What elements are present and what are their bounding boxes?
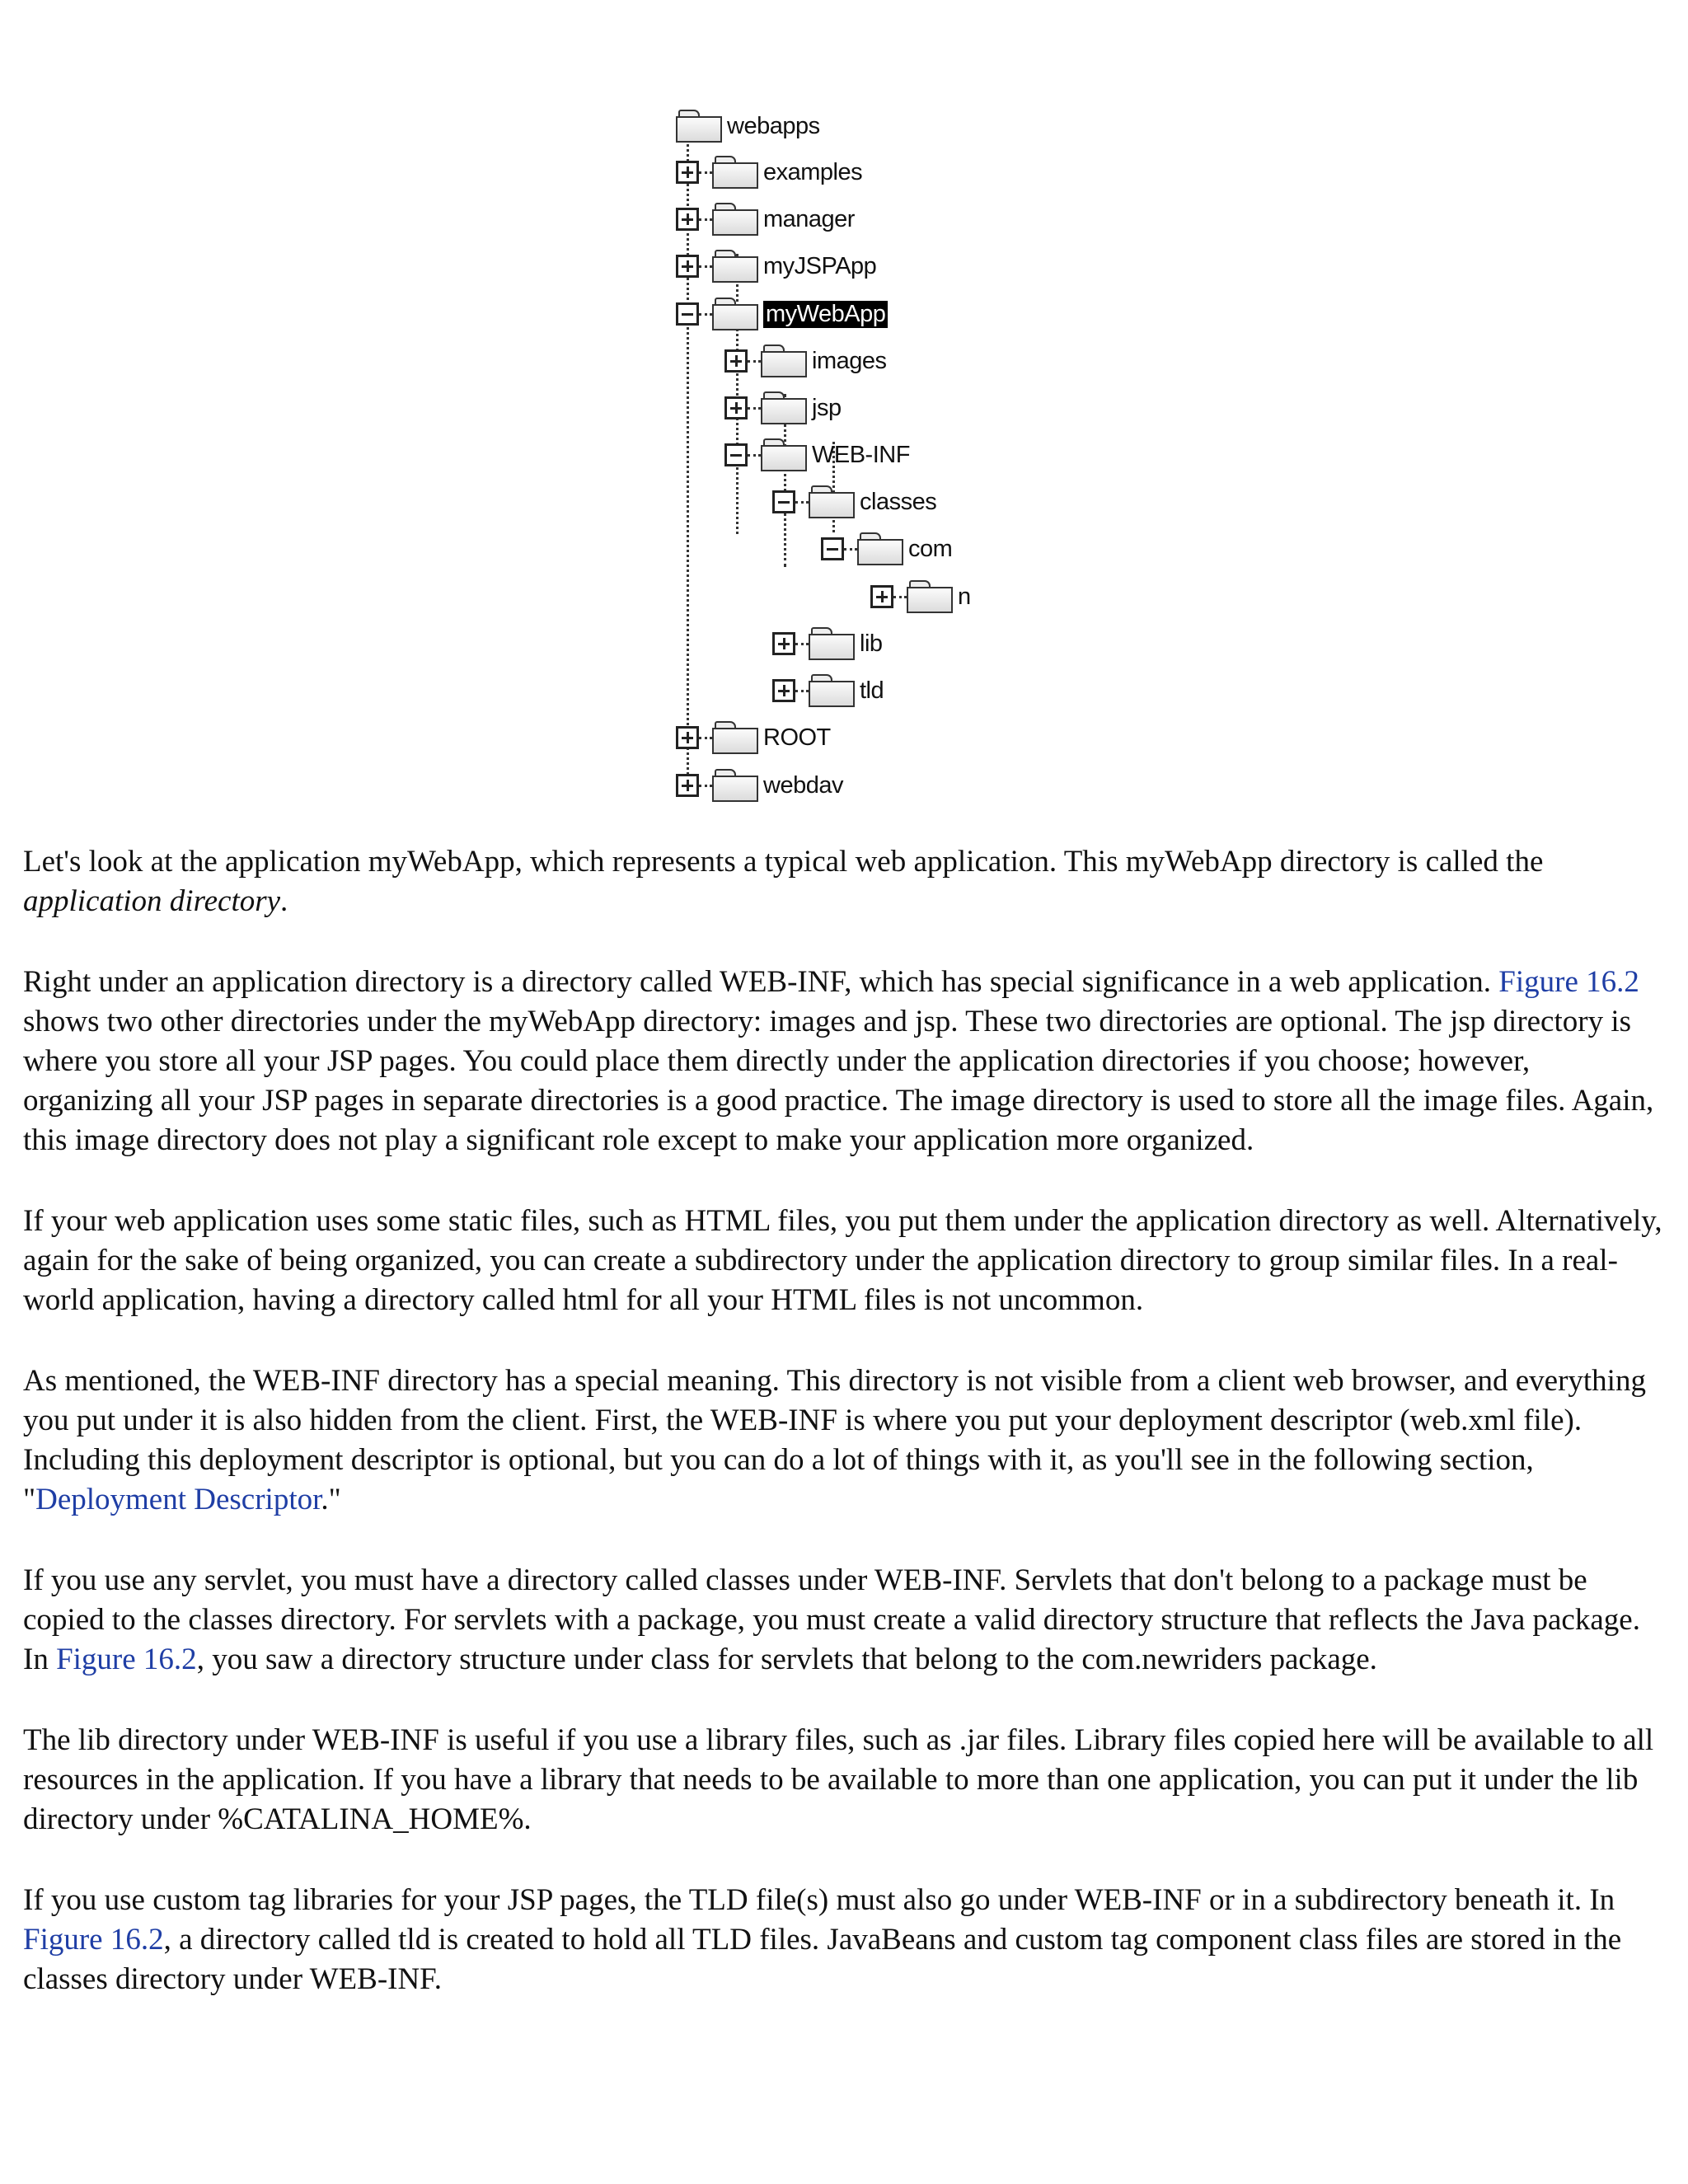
tree-node-newriders[interactable] [870, 576, 971, 617]
expand-icon[interactable] [870, 585, 893, 608]
expand-icon[interactable] [676, 255, 699, 278]
directory-tree [676, 97, 1012, 806]
tree-node-examples[interactable] [676, 152, 862, 193]
collapse-icon[interactable] [676, 302, 699, 326]
tree-node-label: lib [860, 630, 883, 657]
tree-node-label: myJSPApp [763, 252, 877, 279]
paragraph-application-directory: Let's look at the application myWebApp, which represents a typical web application. This myWebApp directory is called the application directory. [23, 845, 1544, 918]
paragraph-classes-directory: If you use any servlet, you must have a directory called classes under WEB-INF. Servlets that don't belong to a package must be copied to the classes directory. For servlets with a package, you must create a valid directory structure that reflects the Java package. In Figure 16.2, you saw a directory structure under class for servlets that belong to the com.newriders package. [23, 1563, 1640, 1676]
tree-node-images[interactable] [724, 340, 887, 382]
tree-node-label: jsp [812, 394, 842, 421]
open-folder-icon [857, 532, 903, 565]
figure-16-2-directory-tree [676, 97, 1012, 806]
tree-node-label: webapps [727, 112, 820, 139]
expand-icon[interactable] [676, 726, 699, 749]
folder-icon [809, 674, 855, 707]
expand-icon[interactable] [676, 774, 699, 797]
folder-icon [809, 627, 855, 660]
term-application-directory: application directory [23, 884, 281, 918]
expand-icon[interactable] [772, 679, 795, 702]
folder-icon [761, 344, 807, 377]
tree-node-label: tld [860, 677, 884, 704]
tree-node-mywebapp[interactable] [676, 293, 888, 335]
tree-node-com[interactable] [821, 528, 952, 569]
folder-icon [907, 580, 953, 613]
open-folder-icon [761, 438, 807, 471]
paragraph-web-inf: Right under an application directory is a directory called WEB-INF, which has special significance in a web application. Figure 16.2 shows two other directories under the myWebApp directory: images and jsp. These two directories are optional. The jsp directory is where you store all your JSP pages. You could place them directly under the application directories if you choose; however, organizing all your JSP pages in separate directories is a good practice. The image directory is used to store all the image files. Again, this image directory does not play a significant role except to make your application more organized. [23, 965, 1654, 1157]
expand-icon[interactable] [724, 396, 748, 419]
tree-node-webdav[interactable] [676, 765, 843, 806]
tree-node-lib[interactable] [772, 623, 883, 664]
folder-icon [712, 769, 758, 802]
tree-node-label: com [908, 535, 953, 562]
tree-node-jsp[interactable] [724, 387, 842, 429]
collapse-icon[interactable] [724, 443, 748, 466]
collapse-icon[interactable] [821, 537, 844, 560]
tree-node-label: webdav [763, 771, 843, 799]
tree-node-tld[interactable] [772, 670, 884, 711]
paragraph-lib-directory: The lib directory under WEB-INF is useful if you use a library files, such as .jar files. Library files copied here will be available to all resources in the application. If you have a library that needs to be available to more than one application, you can put it under the lib directory under %CATALINA_HOME%. [23, 1723, 1654, 1836]
collapse-icon[interactable] [772, 490, 795, 513]
tree-node-webapps[interactable] [676, 105, 820, 147]
paragraph-tld-files: If you use custom tag libraries for your JSP pages, the TLD file(s) must also go under WEB-INF or in a subdirectory beneath it. In Figure 16.2, a directory called tld is created to hold all TLD files. JavaBeans and custom tag component class files are stored in the classes directory under WEB-INF. [23, 1883, 1622, 1996]
folder-icon [712, 721, 758, 754]
tree-node-classes[interactable] [772, 481, 936, 523]
tree-node-label: manager [763, 205, 855, 232]
expand-icon[interactable] [676, 208, 699, 231]
paragraph-web-inf-meaning: As mentioned, the WEB-INF directory has a special meaning. This directory is not visible from a client web browser, and everything you put under it is also hidden from the client. First, the WEB-INF is where you put your deployment descriptor (web.xml file). Including this deployment descriptor is optional, but you can do a lot of things with it, as you'll see in the following section, "Deployment Descriptor." [23, 1364, 1646, 1516]
figure-16-2-link[interactable]: Figure 16.2 [1498, 965, 1639, 999]
open-folder-icon [809, 485, 855, 518]
folder-icon [712, 156, 758, 189]
tree-node-web-inf[interactable] [724, 434, 910, 476]
tree-node-label: examples [763, 158, 863, 185]
tree-node-label: WEB-INF [812, 441, 910, 468]
tree-node-label: images [812, 347, 887, 374]
folder-icon [676, 110, 722, 143]
folder-icon [761, 391, 807, 424]
folder-icon [712, 203, 758, 236]
article-body [23, 842, 1665, 2041]
expand-icon[interactable] [676, 161, 699, 184]
expand-icon[interactable] [772, 632, 795, 655]
tree-node-label: ROOT [763, 724, 831, 751]
deployment-descriptor-link[interactable]: Deployment Descriptor [35, 1483, 321, 1516]
tree-node-root[interactable] [676, 717, 831, 758]
folder-icon [712, 250, 758, 283]
tree-node-label: classes [860, 488, 937, 515]
tree-node-manager[interactable] [676, 199, 855, 240]
expand-icon[interactable] [724, 349, 748, 373]
tree-node-myjspapp[interactable] [676, 246, 876, 287]
open-folder-icon [712, 298, 758, 330]
tree-node-label-selected: myWebApp [763, 301, 888, 328]
paragraph-static-files: If your web application uses some static files, such as HTML files, you put them under the application directory as well. Alternatively, again for the sake of being organized, you can create a subdirectory under the application directory to group similar files. In a real-world application, having a directory called html for all your HTML files is not uncommon. [23, 1204, 1662, 1317]
figure-16-2-link[interactable]: Figure 16.2 [56, 1643, 197, 1676]
tree-node-label: n [958, 583, 971, 610]
figure-16-2-link[interactable]: Figure 16.2 [23, 1923, 164, 1957]
